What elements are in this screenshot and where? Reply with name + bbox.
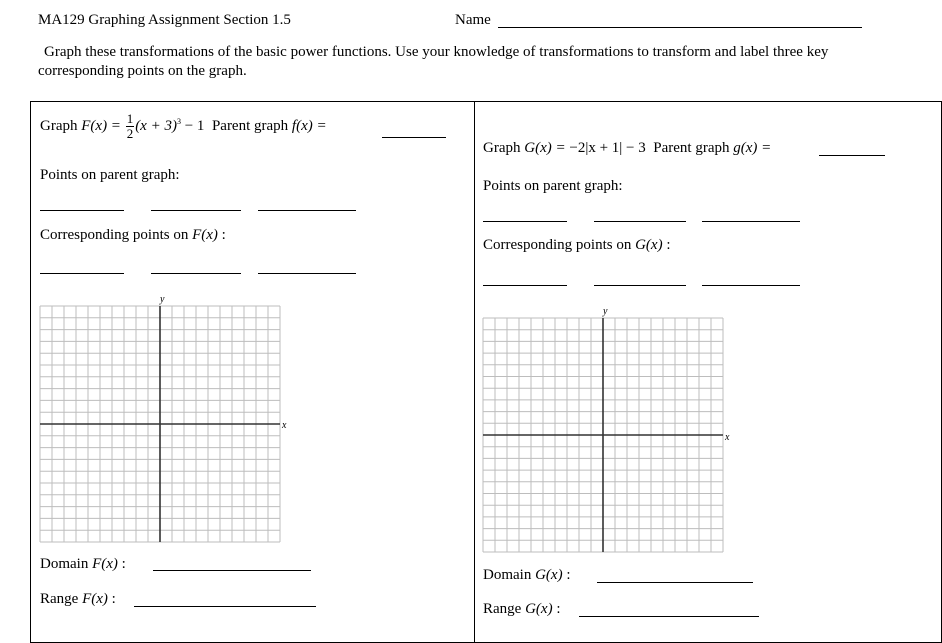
left-y-axis-label: y xyxy=(160,294,165,305)
name-label: Name xyxy=(455,12,491,28)
name-field[interactable] xyxy=(498,27,862,28)
right-graph-line: Graph G(x) = −2|x + 1| − 3 Parent graph g(x) = xyxy=(483,140,772,156)
left-parent-graph-field[interactable] xyxy=(382,137,446,138)
left-corr-point-1[interactable] xyxy=(40,273,124,274)
left-domain-label: Domain F(x) : xyxy=(40,556,126,572)
right-corr-point-1[interactable] xyxy=(483,285,567,286)
left-x-axis-label: x xyxy=(282,420,287,431)
right-parent-graph-field[interactable] xyxy=(819,155,885,156)
right-parent-point-1[interactable] xyxy=(483,221,567,222)
right-y-axis-label: y xyxy=(603,306,608,317)
right-corresponding-label: Corresponding points on G(x) : xyxy=(483,237,671,253)
right-corr-point-3[interactable] xyxy=(702,285,800,286)
right-parent-point-3[interactable] xyxy=(702,221,800,222)
right-parent-point-2[interactable] xyxy=(594,221,686,222)
left-corr-point-3[interactable] xyxy=(258,273,356,274)
left-parent-point-3[interactable] xyxy=(258,210,356,211)
right-range-label: Range G(x) : xyxy=(483,601,561,617)
instructions-line-1: Graph these transformations of the basic power functions. Use your knowledge of transformations to transform and label three key xyxy=(44,44,829,60)
right-domain-field[interactable] xyxy=(597,582,753,583)
left-corresponding-label: Corresponding points on F(x) : xyxy=(40,227,226,243)
left-corr-point-2[interactable] xyxy=(151,273,241,274)
right-domain-label: Domain G(x) : xyxy=(483,567,571,583)
left-points-parent-label: Points on parent graph: xyxy=(40,167,180,183)
left-fraction: $\frac{1}{2}$ xyxy=(126,111,134,141)
left-domain-field[interactable] xyxy=(153,570,311,571)
right-points-parent-label: Points on parent graph: xyxy=(483,178,623,194)
instructions-line-2: corresponding points on the graph. xyxy=(38,63,247,79)
assignment-title: MA129 Graphing Assignment Section 1.5 xyxy=(38,12,291,28)
left-coordinate-grid[interactable] xyxy=(40,306,280,542)
left-range-label: Range F(x) : xyxy=(40,591,116,607)
right-x-axis-label: x xyxy=(725,432,730,443)
left-graph-line: Graph F(x) = $\frac{1}{2}$ $(x + 3)^3 - 1$ Parent graph f(x) = xyxy=(40,111,327,141)
right-range-field[interactable] xyxy=(579,616,759,617)
left-parent-point-2[interactable] xyxy=(151,210,241,211)
right-coordinate-grid[interactable] xyxy=(483,318,723,552)
right-corr-point-2[interactable] xyxy=(594,285,686,286)
left-range-field[interactable] xyxy=(134,606,316,607)
left-parent-point-1[interactable] xyxy=(40,210,124,211)
